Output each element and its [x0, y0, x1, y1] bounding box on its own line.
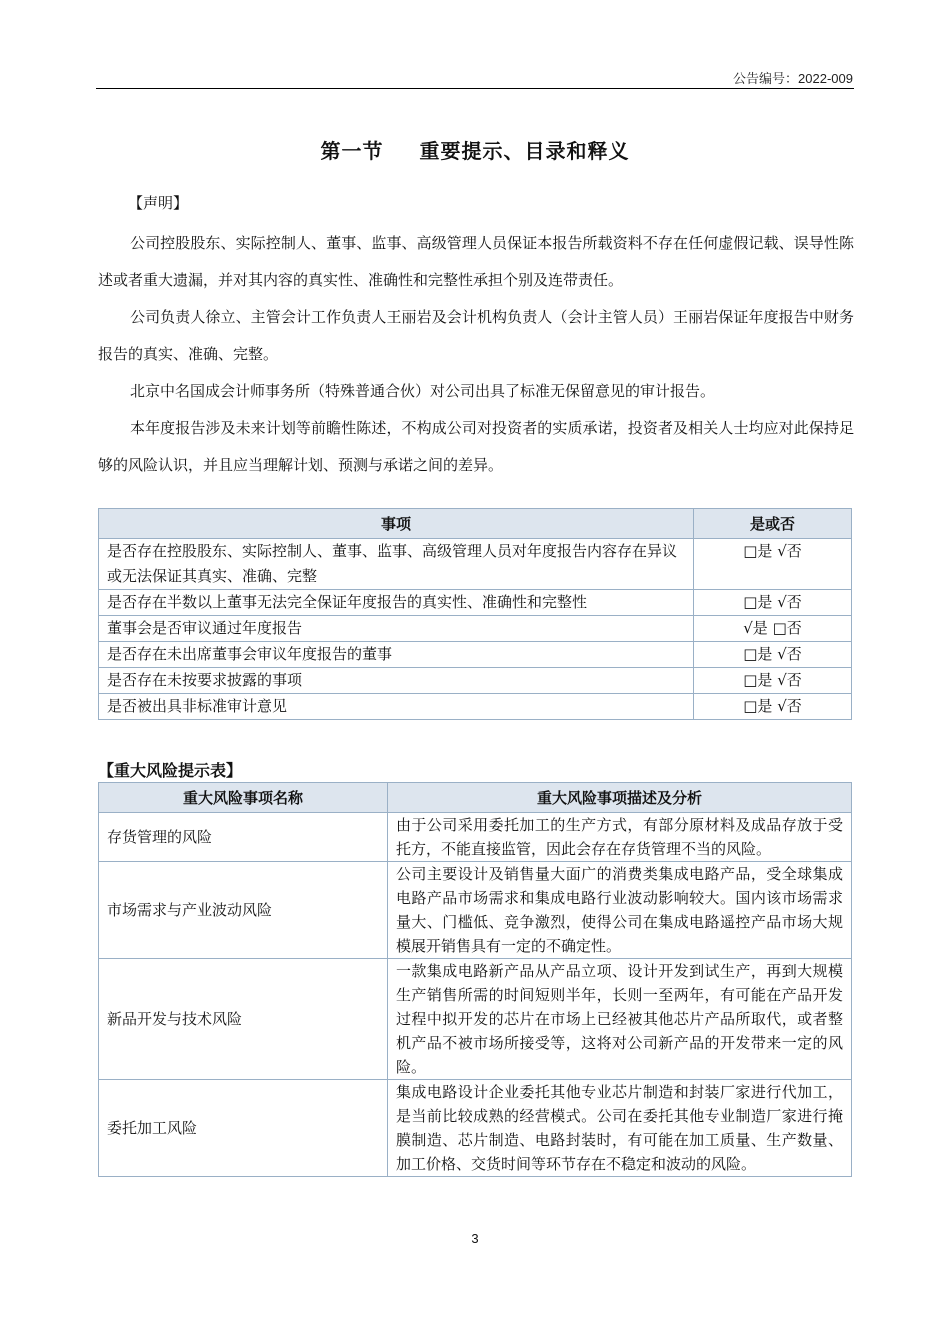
- item-cell: 是否存在未按要求披露的事项: [99, 668, 694, 694]
- item-cell: 是否存在控股股东、实际控制人、董事、监事、高级管理人员对年度报告内容存在异议或无法保证其真实、准确、完整: [99, 539, 694, 590]
- section-number: 第一节: [320, 139, 384, 163]
- statement-paragraph: 公司负责人徐立、主管会计工作负责人王丽岩及会计机构负责人（会计主管人员）王丽岩保证年度报告中财务报告的真实、准确、完整。: [98, 308, 854, 363]
- table-row: [99, 642, 852, 668]
- answer-cell: √是 □否: [694, 616, 852, 642]
- column-header-risk-name: 重大风险事项名称: [99, 783, 388, 813]
- risk-name-cell: 新品开发与技术风险: [99, 959, 388, 1080]
- confirmation-table: [98, 508, 852, 720]
- risk-name-cell: 市场需求与产业波动风险: [99, 862, 388, 959]
- announcement-code: 公告编号：2022-009: [733, 71, 853, 86]
- answer-cell: □是 √否: [694, 668, 852, 694]
- item-cell: 是否存在未出席董事会审议年度报告的董事: [99, 642, 694, 668]
- statement-paragraph: 本年度报告涉及未来计划等前瞻性陈述，不构成公司对投资者的实质承诺，投资者及相关人士均应对此保持足够的风险认识，并且应当理解计划、预测与承诺之间的差异。: [98, 419, 854, 474]
- answer-cell: □是 √否: [694, 590, 852, 616]
- risk-name-cell: 委托加工风险: [99, 1080, 388, 1177]
- risk-table: [98, 782, 852, 1177]
- column-header-risk-desc: 重大风险事项描述及分析: [388, 783, 852, 813]
- answer-cell: □是 √否: [694, 694, 852, 720]
- table-row: [99, 616, 852, 642]
- risk-desc-cell: 由于公司采用委托加工的生产方式，有部分原材料及成品存放于受托方，不能直接监管，因此会存在存货管理不当的风险。: [388, 813, 852, 862]
- table-row: [99, 694, 852, 720]
- item-cell: 是否被出具非标准审计意见: [99, 694, 694, 720]
- table-row: [99, 1080, 852, 1177]
- statement-paragraph: 公司控股股东、实际控制人、董事、监事、高级管理人员保证本报告所载资料不存在任何虚假记载、误导性陈述或者重大遗漏，并对其内容的真实性、准确性和完整性承担个别及连带责任。: [98, 234, 854, 289]
- column-header-item: 事项: [99, 509, 694, 539]
- risk-table-heading: 【重大风险提示表】: [98, 761, 243, 780]
- table-row: [99, 539, 852, 590]
- risk-desc-cell: 公司主要设计及销售量大面广的消费类集成电路产品，受全球集成电路产品市场需求和集成电路行业波动影响较大。国内该市场需求量大、门槛低、竞争激烈，使得公司在集成电路遥控产品市场大规模展开销售具有一定的不确定性。: [388, 862, 852, 959]
- column-header-answer: 是或否: [694, 509, 852, 539]
- table-row: [99, 862, 852, 959]
- risk-name-cell: 存货管理的风险: [99, 813, 388, 862]
- table-row: [99, 590, 852, 616]
- section-title-text: 重要提示、目录和释义: [419, 139, 630, 163]
- risk-desc-cell: 集成电路设计企业委托其他专业芯片制造和封装厂家进行代加工，是当前比较成熟的经营模式。公司在委托其他专业制造厂家进行掩膜制造、芯片制造、电路封装时，有可能在加工质量、生产数量、加工价格、交货时间等环节存在不稳定和波动的风险。: [388, 1080, 852, 1177]
- item-cell: 董事会是否审议通过年度报告: [99, 616, 694, 642]
- risk-desc-cell: 一款集成电路新产品从产品立项、设计开发到试生产，再到大规模生产销售所需的时间短则半年，长则一至两年，有可能在产品开发过程中拟开发的芯片在市场上已经被其他芯片产品所取代，或者整机产品不被市场所接受等，这将对公司新产品的开发带来一定的风险。: [388, 959, 852, 1080]
- statement-heading: 【声明】: [128, 194, 189, 212]
- header-divider: [96, 88, 854, 89]
- answer-cell: □是 √否: [694, 642, 852, 668]
- page-number: 3: [471, 1231, 479, 1246]
- table-row: [99, 813, 852, 862]
- statement-paragraph: 北京中名国成会计师事务所（特殊普通合伙）对公司出具了标准无保留意见的审计报告。: [130, 382, 716, 400]
- section-title: [0, 135, 950, 164]
- answer-cell: □是 √否: [694, 539, 852, 590]
- table-row: [99, 668, 852, 694]
- table-row: [99, 959, 852, 1080]
- item-cell: 是否存在半数以上董事无法完全保证年度报告的真实性、准确性和完整性: [99, 590, 694, 616]
